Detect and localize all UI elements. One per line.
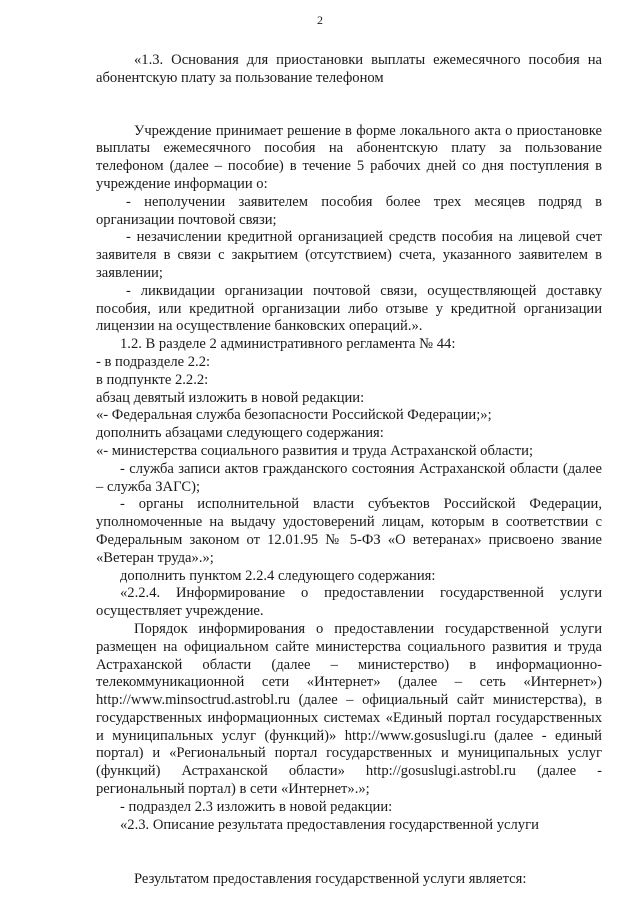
section-heading-2-3: «2.3. Описание результата предоставления государственной услуги xyxy=(120,816,539,833)
section-heading-1-3: «1.3. Основания для приостановки выплаты ежемесячного пособия на абонентскую плату за пользование телефоном xyxy=(96,52,602,86)
body-paragraph: - подраздел 2.3 изложить в новой редакции: xyxy=(120,798,393,815)
body-paragraph: «- министерства социального развития и труда Астраханской области; xyxy=(96,442,534,459)
body-paragraph: - в подразделе 2.2: xyxy=(96,353,211,370)
body-paragraph: Результатом предоставления государственной услуги является: xyxy=(134,871,527,888)
list-item: - незачислении кредитной организацией средств пособия на лицевой счет заявителя в связи с закрытием (отсутствием) счета, указанного заявителем в заявлении; xyxy=(96,229,602,281)
body-paragraph: «2.2.4. Информирование о предоставлении государственной услуги осуществляет учреждение. xyxy=(96,585,602,620)
body-paragraph: абзац девятый изложить в новой редакции: xyxy=(96,389,365,406)
body-paragraph: дополнить абзацами следующего содержания: xyxy=(96,425,384,442)
body-paragraph: - служба записи актов гражданского состояния Астраханской области (далее – служба ЗАГС); xyxy=(96,460,602,495)
body-paragraph: «- Федеральная служба безопасности Российской Федерации;»; xyxy=(96,407,492,424)
list-item: - ликвидации организации почтовой связи, осуществляющей доставку пособия, или кредитной организации либо отзыве у кредитной организации лицензии на осуществление банковских операций.». xyxy=(96,282,602,335)
body-paragraph: Порядок информирования о предоставлении государственной услуги размещен на официальном сайте министерства социального развития и труда Астраханской области (далее – министерство) в информационно-телекоммуникационной сети «Интернет» (далее – сеть «Интернет») http://www.minsoctrud.astrobl.ru (далее – официальный сайт министерства), в государственных информационных системах «Единый портал государственных и муниципальных услуг (функций)» http://www.gosuslugi.ru (далее - единый портал) и «Региональный портал государственных и муниципальных услуг (функций) Астраханской области» http://gosuslugi.astrobl.ru (далее - региональный портал) в сети «Интернет».»; xyxy=(96,620,602,798)
body-paragraph: Учреждение принимает решение в форме локального акта о приостановке выплаты ежемесячного пособия на абонентскую плату за пользование телефоном (далее – пособие) в течение 5 рабочих дней со дня поступления в учреждение информации о: xyxy=(96,122,602,192)
body-paragraph: 1.2. В разделе 2 административного регламента № 44: xyxy=(120,336,456,353)
page-number: 2 xyxy=(317,13,323,27)
list-item: - неполучении заявителем пособия более трех месяцев подряд в организации почтовой связи; xyxy=(96,193,602,228)
body-paragraph: - органы исполнительной власти субъектов Российской Федерации, уполномоченные на выдачу удостоверений лицам, которым в соответствии с Федеральным законом от 12.01.95 № 5-ФЗ «О ветеранах» присвоено звание «Ветеран труда».»; xyxy=(96,496,602,566)
body-paragraph: дополнить пунктом 2.2.4 следующего содержания: xyxy=(120,567,436,584)
document-body xyxy=(96,52,602,889)
body-paragraph: в подпункте 2.2.2: xyxy=(96,371,209,388)
